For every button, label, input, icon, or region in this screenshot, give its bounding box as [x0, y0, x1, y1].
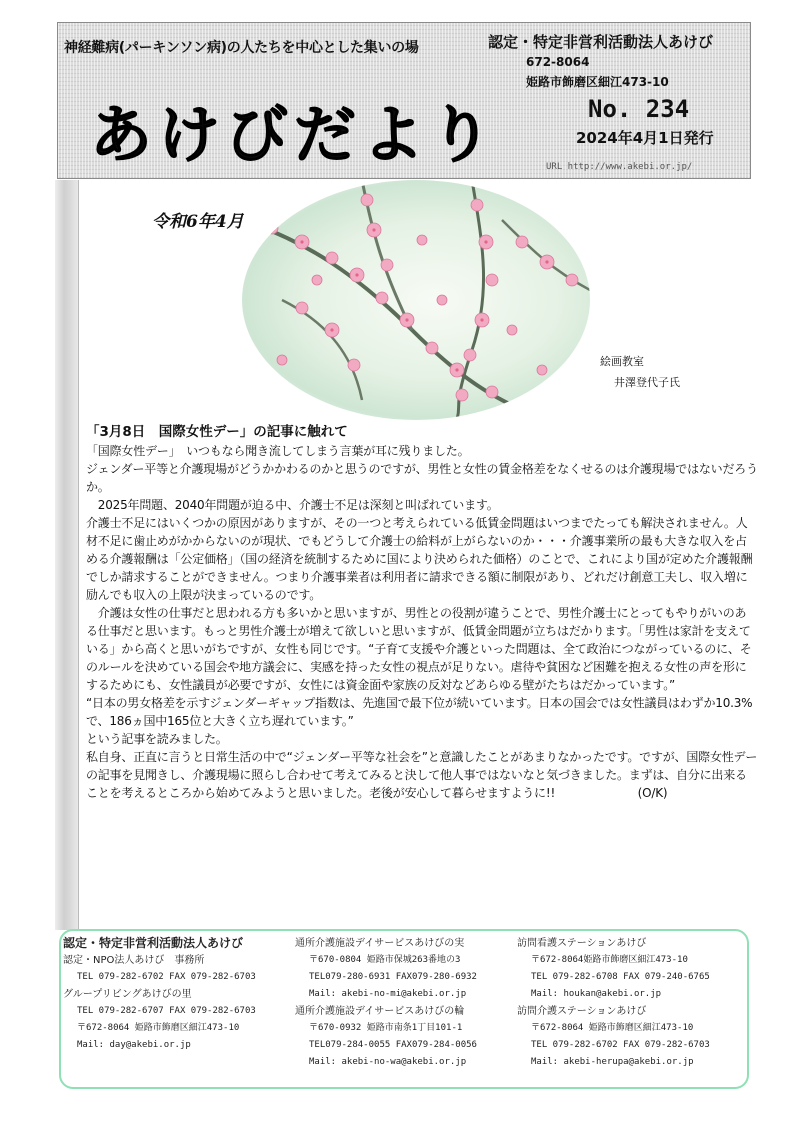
article-paragraph: “日本の男女格差を示すジェンダーギャップ指数は、先進国で最下位が続いています。日本の国会では女性議員はわずか10.3%で、186ヵ国中165位と大きく立ち遅れています。” — [86, 696, 753, 728]
visiting-nurse-mail[interactable]: Mail: houkan@akebi.or.jp — [531, 989, 662, 999]
footer-org-heading: 認定・特定非営利活動法人あけび — [63, 936, 244, 950]
website-url[interactable]: URL http://www.akebi.or.jp/ — [546, 162, 693, 172]
article-paragraph: 介護士不足にはいくつかの原因がありますが、その一つと考えられている低賃金問題はいつまでたっても解決されません。人材不足に歯止めがかからないのが現状、でもどうして介護士の給料が上がらないのか・・・介護事業所の最も大きな収入を占める介護報酬は「公定価格」（国の経済を統制するために国により決められた価格）のことで、これにより国が定めた介護報酬でしか請求することができません。つまり介護事業者は利用者に請求できる額に制限があり、どれだけ創意工夫し、収入増に励んでも収入の上限が決まっているのです。 — [86, 516, 753, 602]
footer-column-day-services — [295, 935, 477, 1071]
organization-address: 姫路市飾磨区細江473-10 — [526, 75, 669, 89]
visiting-nurse-tel: TEL 079-282-6708 FAX 079-240-6765 — [531, 972, 710, 982]
article-paragraph: 介護は女性の仕事だと思われる方も多いかと思いますが、男性との役割が違うことで、男性介護士にとってもやりがいのある仕事だと思います。もっと男性介護士が増えて欲しいと思いますが、低賃金問題が立ちはだかります。「男性は家計を支えている」から高くと思いがちですが、女性も同じです。“子育て支援や介護といった問題は、全て政治につながっているのに、そのルールを決めている国会や地方議会に、実感を持った女性の視点が足りない。虐待や貧困など困難を抱える女性の声を形にするためにも、女性議員が必要ですが、女性には資金面や家族の反対などあらゆる壁がたちはだかっています。” — [86, 606, 752, 692]
visiting-care-title: 訪問介護ステーションあけび — [517, 1006, 647, 1017]
day-service-mi-mail[interactable]: Mail: akebi-no-mi@akebi.or.jp — [309, 989, 467, 999]
visiting-care-address: 〒672-8064 姫路市飾磨区細江473-10 — [531, 1023, 694, 1033]
cherry-blossom-icon — [242, 180, 590, 420]
masthead-tagline: 神経難病(パーキンソン病)の人たちを中心とした集いの場 — [64, 40, 419, 56]
article-paragraph: という記事を読みました。 — [86, 732, 228, 746]
issue-number: No. 234 — [588, 95, 690, 123]
group-living-mail[interactable]: Mail: day@akebi.or.jp — [77, 1040, 191, 1050]
day-service-wa-tel: TEL079-284-0055 FAX079-284-0056 — [309, 1040, 477, 1050]
article-paragraph: 「国際女性デー」 いつもなら聞き流してしまう言葉が耳に残りました。 — [86, 444, 470, 458]
day-service-wa-title: 通所介護施設デイサービスあけびの輪 — [295, 1006, 465, 1017]
article — [86, 420, 758, 802]
visiting-care-mail[interactable]: Mail: akebi-herupa@akebi.or.jp — [531, 1057, 694, 1067]
painting-credit-class: 絵画教室 — [600, 355, 644, 368]
article-paragraph: ジェンダー平等と介護現場がどうかかわるのかと思うのですが、男性と女性の賃金格差をなくせるのは介護現場ではないだろうか。 — [86, 462, 758, 494]
group-living-tel: TEL 079-282-6707 FAX 079-282-6703 — [77, 1006, 256, 1016]
newsletter-title: あけびだより — [90, 98, 499, 171]
contact-footer — [59, 929, 749, 1089]
month-label: 令和6年4月 — [152, 212, 244, 232]
day-service-mi-address: 〒670-0804 姫路市保城263番地の3 — [309, 955, 461, 965]
day-service-mi-tel: TEL079-280-6931 FAX079-280-6932 — [309, 972, 477, 982]
visiting-care-tel: TEL 079-282-6702 FAX 079-282-6703 — [531, 1040, 710, 1050]
footer-column-headquarters — [63, 935, 256, 1054]
visiting-nurse-title: 訪問看護ステーションあけび — [517, 938, 647, 949]
organization-name: 認定・特定非営利活動法人あけび — [488, 33, 714, 51]
cherry-blossom-painting — [242, 180, 590, 420]
article-paragraph: 私自身、正直に言うと日常生活の中で“ジェンダー平等な社会を”と意識したことがあまりなかったです。ですが、国際女性デーの記事を見聞きし、介護現場に照らし合わせて考えてみると決して他人事ではないなと気づきました。まずは、自分に出来ることを考えるところから始めてみようと思いました。老後が安心して暮らせますように!! (O/K) — [86, 750, 758, 800]
issue-date: 2024年4月1日発行 — [576, 129, 714, 147]
group-living-title: グループリビングあけびの里 — [63, 989, 192, 1000]
left-decorative-rail — [55, 180, 79, 930]
painting-credit-artist: 井澤登代子氏 — [614, 376, 680, 389]
visiting-nurse-address: 〒672-8064姫路市飾磨区細江473-10 — [531, 955, 688, 965]
office-tel: TEL 079-282-6702 FAX 079-282-6703 — [77, 972, 256, 982]
day-service-wa-mail[interactable]: Mail: akebi-no-wa@akebi.or.jp — [309, 1057, 467, 1067]
postal-code: 672-8064 — [526, 55, 590, 69]
office-title: 認定・NPO法人あけび 事務所 — [63, 955, 205, 966]
masthead — [57, 22, 751, 179]
day-service-mi-title: 通所介護施設デイサービスあけびの実 — [295, 938, 465, 949]
footer-column-visiting-services — [517, 935, 710, 1071]
article-title: 「3月8日 国際女性デー」の記事に触れて — [86, 424, 348, 440]
day-service-wa-address: 〒670-0932 姫路市南条1丁目101-1 — [309, 1023, 463, 1033]
article-body — [86, 442, 758, 802]
article-paragraph: 2025年問題、2040年問題が迫る中、介護士不足は深刻と叫ばれています。 — [86, 498, 499, 512]
group-living-address: 〒672-8064 姫路市飾磨区細江473-10 — [77, 1023, 240, 1033]
